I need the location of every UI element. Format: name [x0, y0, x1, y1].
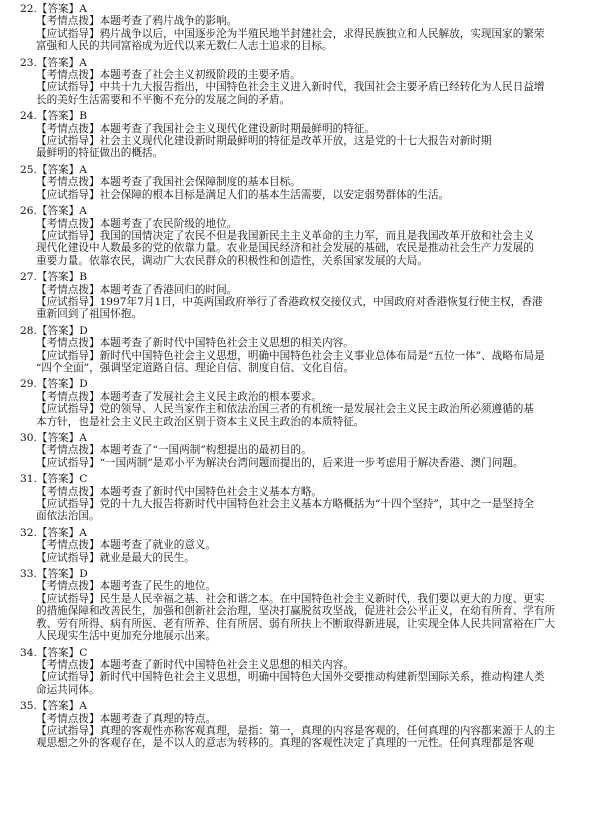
answer-line — [20, 57, 578, 69]
answer-label: 答案 — [47, 163, 69, 176]
answer-value: C — [79, 473, 88, 486]
bracket-close: 】 — [88, 485, 100, 498]
answer-value: A — [79, 432, 87, 444]
continuation-line: “四个全面”，强调坚定道路自信、理论自信、制度自信、文化自信。 — [36, 361, 355, 374]
question-number: 35. — [20, 700, 37, 713]
bracket-open: 【 — [36, 217, 47, 230]
question-number: 34. — [20, 646, 37, 659]
answer-label: 答案 — [47, 700, 69, 713]
bracket-open: 【 — [36, 526, 48, 539]
question-number: 33. — [20, 568, 37, 581]
question-number: 29. — [20, 378, 37, 391]
bracket-close: 】 — [88, 456, 100, 469]
bracket-open: 【 — [36, 135, 47, 148]
answer-value: A — [79, 3, 87, 15]
bracket-open: 【 — [36, 539, 47, 552]
question-number: 23. — [20, 56, 37, 69]
bracket-close: 】 — [68, 526, 80, 539]
bracket-open: 【 — [36, 700, 48, 713]
section-text: 本题考查了民生的地位。 — [99, 580, 217, 593]
bracket-close: 】 — [88, 592, 100, 605]
answer-line — [20, 527, 578, 539]
section-label: 应试指导 — [46, 81, 89, 94]
bracket-open: 【 — [36, 15, 47, 28]
bracket-close: 】 — [68, 205, 80, 218]
section-label: 考情点拨 — [46, 283, 89, 296]
answer-value: D — [79, 324, 88, 337]
answer-item — [20, 164, 578, 204]
spacer — [20, 523, 578, 526]
section-label: 考情点拨 — [46, 658, 89, 671]
bracket-open: 【 — [36, 658, 47, 671]
question-number: 28. — [20, 324, 37, 337]
answer-label: 答案 — [47, 646, 69, 659]
bracket-open: 【 — [36, 671, 47, 684]
section-text: 鸦片战争以后，中国逐步沦为半殖民地半封建社会，求得民族独立和人民解放，实现国家的繁荣 — [99, 27, 545, 40]
answer-value: D — [79, 568, 88, 581]
question-number: 22. — [20, 3, 37, 15]
bracket-open: 【 — [36, 337, 47, 350]
bracket-close: 】 — [88, 27, 100, 40]
section-text: “一国两制”是邓小平为解决台湾问题而提出的，后来进一步考虑用于解决香港、澳门问题。 — [99, 456, 524, 469]
question-number: 30. — [20, 432, 37, 444]
answer-value: A — [79, 163, 87, 176]
spacer — [20, 267, 578, 270]
answer-value: C — [79, 646, 88, 659]
answer-line — [20, 271, 578, 283]
bracket-open: 【 — [36, 592, 47, 605]
section-label: 应试指导 — [46, 551, 89, 564]
bracket-open: 【 — [36, 646, 48, 659]
bracket-close: 】 — [88, 217, 100, 230]
bracket-close: 】 — [88, 551, 100, 564]
bracket-close: 】 — [88, 724, 100, 737]
continuation-line: 重要力量。依靠农民，调动广大农民群众的积极性和创造性，关系国家发展的大局。 — [36, 254, 428, 267]
spacer — [20, 53, 578, 56]
continuation-line: 现代化建设中人数最多的党的依靠力量。农业是国民经济和社会发展的基础，农民是推动社会生产力发展的 — [36, 242, 534, 255]
question-number: 27. — [20, 271, 37, 284]
bracket-open: 【 — [36, 324, 48, 337]
bracket-open: 【 — [36, 712, 47, 725]
bracket-close: 】 — [88, 229, 100, 242]
section-label: 考情点拨 — [46, 15, 89, 28]
section-label: 应试指导 — [46, 456, 89, 469]
bracket-open: 【 — [36, 580, 47, 593]
bracket-close: 】 — [88, 337, 100, 350]
answer-line — [20, 325, 578, 337]
answer-line — [20, 378, 578, 390]
bracket-close: 】 — [68, 646, 80, 659]
section-text: 1997年7月1日，中英两国政府举行了香港政权交接仪式，中国政府对香港恢复行使主权，香港 — [99, 295, 543, 308]
analysis-line — [20, 123, 578, 135]
answer-label: 答案 — [47, 568, 69, 581]
bracket-close: 】 — [68, 271, 80, 284]
bracket-close: 】 — [68, 700, 80, 713]
guidance-line — [20, 28, 578, 40]
spacer — [20, 374, 578, 377]
section-label: 应试指导 — [46, 724, 89, 737]
analysis-line — [20, 337, 578, 349]
answer-list — [20, 2, 578, 750]
answer-line — [20, 3, 578, 15]
bracket-open: 【 — [36, 444, 47, 457]
bracket-close: 】 — [68, 110, 80, 123]
section-label: 考情点拨 — [46, 176, 89, 189]
section-label: 考情点拨 — [46, 122, 89, 135]
section-text: 我国的国情决定了农民不但是我国新民主主义革命的主力军，而且是我国改革开放和社会主义 — [99, 229, 534, 242]
answer-label: 答案 — [47, 271, 69, 284]
bracket-close: 】 — [88, 671, 100, 684]
guidance-line — [20, 593, 578, 605]
analysis-line — [20, 659, 578, 671]
bracket-open: 【 — [36, 456, 47, 469]
analysis-line — [20, 486, 578, 498]
section-label: 应试指导 — [46, 498, 89, 511]
section-text: 社会主义现代化建设新时期最鲜明的特征是改革开放，这是党的十七大报告对新时期 — [99, 135, 492, 148]
answer-value: A — [79, 205, 87, 218]
section-text: 本题考查了新时代中国特色社会主义思想的相关内容。 — [99, 337, 354, 350]
section-label: 考情点拨 — [46, 390, 89, 403]
bracket-close: 】 — [88, 295, 100, 308]
section-label: 应试指导 — [46, 135, 89, 148]
bracket-close: 】 — [88, 15, 100, 28]
section-text: 本题考查了就业的意义。 — [99, 539, 217, 552]
section-label: 考情点拨 — [46, 580, 89, 593]
bracket-close: 】 — [68, 56, 80, 69]
bracket-close: 】 — [68, 3, 80, 15]
bracket-open: 【 — [36, 432, 48, 444]
bracket-close: 】 — [68, 324, 80, 337]
section-text: 本题考查了社会主义初级阶段的主要矛盾。 — [99, 69, 301, 82]
bracket-close: 】 — [88, 580, 100, 593]
section-text: 社会保障的根本目标是满足人们的基本生活需要，以安定弱势群体的生活。 — [99, 188, 450, 201]
spacer — [20, 643, 578, 646]
bracket-close: 】 — [68, 568, 80, 581]
bracket-open: 【 — [36, 81, 47, 94]
bracket-open: 【 — [36, 56, 48, 69]
section-label: 考情点拨 — [46, 485, 89, 498]
section-label: 应试指导 — [46, 671, 89, 684]
analysis-line — [20, 539, 578, 551]
bracket-close: 】 — [88, 390, 100, 403]
section-label: 考情点拨 — [46, 444, 89, 457]
analysis-line — [20, 444, 578, 456]
bracket-open: 【 — [36, 724, 47, 737]
guidance-line — [20, 725, 578, 737]
answer-item — [20, 568, 578, 645]
section-label: 应试指导 — [46, 188, 89, 201]
answer-label: 答案 — [47, 432, 69, 444]
continuation-line: 长的美好生活需要和不平衡不充分的发展之间的矛盾。 — [36, 93, 291, 106]
guidance-line — [20, 457, 578, 469]
guidance-line — [20, 498, 578, 510]
section-text: 本题考查了新时代中国特色社会主义基本方略。 — [99, 485, 323, 498]
bracket-open: 【 — [36, 403, 47, 416]
answer-value: D — [79, 378, 88, 391]
answer-item — [20, 378, 578, 431]
bracket-close: 】 — [88, 122, 100, 135]
answer-label: 答案 — [47, 526, 69, 539]
spacer — [20, 564, 578, 567]
answer-item — [20, 271, 578, 324]
section-label: 应试指导 — [46, 592, 89, 605]
section-text: 党的领导、人民当家作主和依法治国三者的有机统一是发展社会主义民主政治所必须遵循的基 — [99, 403, 534, 416]
guidance-line — [20, 189, 578, 201]
continuation-line: 最鲜明的特征做出的概括。 — [36, 147, 164, 160]
bracket-open: 【 — [36, 122, 47, 135]
section-text: 中共十九大报告指出，中国特色社会主义进入新时代，我国社会主要矛盾已经转化为人民日益增 — [99, 81, 545, 94]
bracket-close: 】 — [88, 349, 100, 362]
section-label: 应试指导 — [46, 349, 89, 362]
answer-line — [20, 647, 578, 659]
section-label: 考情点拨 — [46, 217, 89, 230]
section-label: 应试指导 — [46, 229, 89, 242]
answer-item — [20, 110, 578, 163]
bracket-open: 【 — [36, 283, 47, 296]
answer-value: B — [79, 110, 88, 123]
bracket-close: 】 — [88, 176, 100, 189]
bracket-open: 【 — [36, 271, 48, 284]
section-text: 本题考查了农民阶级的地位。 — [99, 217, 238, 230]
analysis-line — [20, 69, 578, 81]
guidance-line — [20, 403, 578, 415]
bracket-close: 】 — [68, 432, 80, 444]
answer-item — [20, 325, 578, 378]
bracket-open: 【 — [36, 110, 48, 123]
bracket-close: 】 — [88, 69, 100, 82]
guidance-line — [20, 296, 578, 308]
section-label: 应试指导 — [46, 27, 89, 40]
analysis-line — [20, 176, 578, 188]
question-number: 26. — [20, 205, 37, 218]
answer-label: 答案 — [47, 378, 69, 391]
bracket-close: 】 — [88, 283, 100, 296]
section-text: 真理的客观性亦称客观真理，是指：第一，真理的内容是客观的，任何真理的内容都来源于人的主 — [99, 724, 556, 737]
continuation-line: 富强和人民的共同富裕成为近代以来无数仁人志士追求的目标。 — [36, 40, 333, 53]
answer-label: 答案 — [47, 110, 69, 123]
bracket-open: 【 — [36, 69, 47, 82]
continuation-line: 本方针，也是社会主义民主政治区别于资本主义民主政治的本质特征。 — [36, 415, 365, 428]
continuation-line: 面依法治国。 — [36, 510, 100, 523]
spacer — [20, 696, 578, 699]
continuation-line: 命运共同体。 — [36, 683, 100, 696]
answer-item — [20, 700, 578, 750]
guidance-line — [20, 671, 578, 683]
section-text: 本题考查了香港回归的时间。 — [99, 283, 238, 296]
answer-value: A — [79, 700, 87, 713]
bracket-close: 】 — [88, 81, 100, 94]
section-label: 考情点拨 — [46, 712, 89, 725]
answer-line — [20, 205, 578, 217]
answer-label: 答案 — [47, 56, 69, 69]
answer-line — [20, 110, 578, 122]
section-text: 党的十九大报告将新时代中国特色社会主义基本方略概括为“十四个坚持”，其中之一是坚持全 — [99, 498, 535, 511]
section-text: 本题考查了我国社会主义现代化建设新时期最鲜明的特征。 — [99, 122, 375, 135]
bracket-close: 】 — [88, 135, 100, 148]
continuation-line: 观思想之外的客观存在，是不以人的意志为转移的。真理的客观性决定了真理的一元性。任何真理都是客观 — [36, 737, 534, 750]
analysis-line — [20, 580, 578, 592]
spacer — [20, 469, 578, 472]
section-label: 应试指导 — [46, 403, 89, 416]
bracket-close: 】 — [88, 658, 100, 671]
continuation-line: 的措施保障和改善民生，加强和创新社会治理，坚决打赢脱贫攻坚战，促进社会公平正义，在幼有所育、学有所 — [36, 605, 556, 618]
answer-value: B — [79, 271, 88, 284]
section-text: 新时代中国特色社会主义思想，明确中国特色大国外交要推动构建新型国际关系，推动构建人类 — [99, 671, 545, 684]
spacer — [20, 201, 578, 204]
answer-line — [20, 700, 578, 712]
bracket-open: 【 — [36, 485, 47, 498]
answer-item — [20, 527, 578, 567]
answer-item — [20, 57, 578, 110]
bracket-close: 】 — [88, 712, 100, 725]
answer-item — [20, 473, 578, 526]
bracket-open: 【 — [36, 188, 47, 201]
section-label: 考情点拨 — [46, 539, 89, 552]
answer-line — [20, 568, 578, 580]
bracket-close: 】 — [68, 378, 80, 391]
answer-item — [20, 3, 578, 56]
section-text: 本题考查了“一国两制”构想提出的最初目的。 — [99, 444, 312, 457]
bracket-open: 【 — [36, 27, 47, 40]
section-text: 就业是最大的民生。 — [99, 551, 195, 564]
continuation-line: 教、劳有所得、病有所医、老有所养、住有所居、弱有所扶上不断取得新进展，让实现全体人民共同富裕在广大 — [36, 617, 556, 630]
question-number: 31. — [20, 473, 37, 486]
spacer — [20, 106, 578, 109]
bracket-open: 【 — [36, 390, 47, 403]
bracket-open: 【 — [36, 551, 47, 564]
bracket-close: 】 — [88, 188, 100, 201]
bracket-open: 【 — [36, 163, 48, 176]
guidance-line — [20, 81, 578, 93]
spacer — [20, 321, 578, 324]
answer-value: A — [79, 56, 87, 69]
bracket-open: 【 — [36, 473, 48, 486]
spacer — [20, 160, 578, 163]
bracket-open: 【 — [36, 205, 48, 218]
analysis-line — [20, 218, 578, 230]
section-text: 本题考查了新时代中国特色社会主义思想的相关内容。 — [99, 658, 354, 671]
bracket-open: 【 — [36, 349, 47, 362]
answer-line — [20, 432, 578, 444]
spacer — [20, 428, 578, 431]
answer-label: 答案 — [47, 473, 69, 486]
answer-value: A — [79, 526, 87, 539]
bracket-open: 【 — [36, 176, 47, 189]
section-text: 民生是人民幸福之基、社会和谐之本。在中国特色社会主义新时代，我们要以更大的力度、更实 — [99, 592, 545, 605]
analysis-line — [20, 713, 578, 725]
section-text: 本题考查了真理的特点。 — [99, 712, 217, 725]
question-number: 24. — [20, 110, 37, 123]
section-text: 本题考查了鸦片战争的影响。 — [99, 15, 238, 28]
guidance-line — [20, 135, 578, 147]
answer-line — [20, 473, 578, 485]
continuation-line: 重新回到了祖国怀抱。 — [36, 308, 142, 321]
section-label: 应试指导 — [46, 295, 89, 308]
answer-item — [20, 647, 578, 700]
question-number: 25. — [20, 163, 37, 176]
guidance-line — [20, 350, 578, 362]
continuation-line: 人民现实生活中更加充分地展示出来。 — [36, 630, 217, 643]
section-text: 本题考查了我国社会保障制度的基本目标。 — [99, 176, 301, 189]
analysis-line — [20, 284, 578, 296]
section-label: 考情点拨 — [46, 337, 89, 350]
guidance-line — [20, 230, 578, 242]
bracket-open: 【 — [36, 229, 47, 242]
bracket-close: 】 — [68, 473, 80, 486]
bracket-close: 】 — [88, 444, 100, 457]
bracket-open: 【 — [36, 498, 47, 511]
question-number: 32. — [20, 526, 37, 539]
answer-item — [20, 205, 578, 270]
answer-label: 答案 — [47, 3, 69, 15]
bracket-close: 】 — [88, 498, 100, 511]
bracket-close: 】 — [68, 163, 80, 176]
answer-label: 答案 — [47, 324, 69, 337]
answer-label: 答案 — [47, 205, 69, 218]
bracket-open: 【 — [36, 378, 48, 391]
section-text: 本题考查了发展社会主义民主政治的根本要求。 — [99, 390, 323, 403]
answer-line — [20, 164, 578, 176]
bracket-close: 】 — [88, 539, 100, 552]
section-text: 新时代中国特色社会主义思想，明确中国特色社会主义事业总体布局是“五位一体”、战略布局是 — [99, 349, 545, 362]
bracket-open: 【 — [36, 295, 47, 308]
answer-item — [20, 432, 578, 472]
guidance-line — [20, 552, 578, 564]
bracket-close: 】 — [88, 403, 100, 416]
section-label: 考情点拨 — [46, 69, 89, 82]
analysis-line — [20, 15, 578, 27]
analysis-line — [20, 391, 578, 403]
bracket-open: 【 — [36, 3, 48, 15]
bracket-open: 【 — [36, 568, 48, 581]
